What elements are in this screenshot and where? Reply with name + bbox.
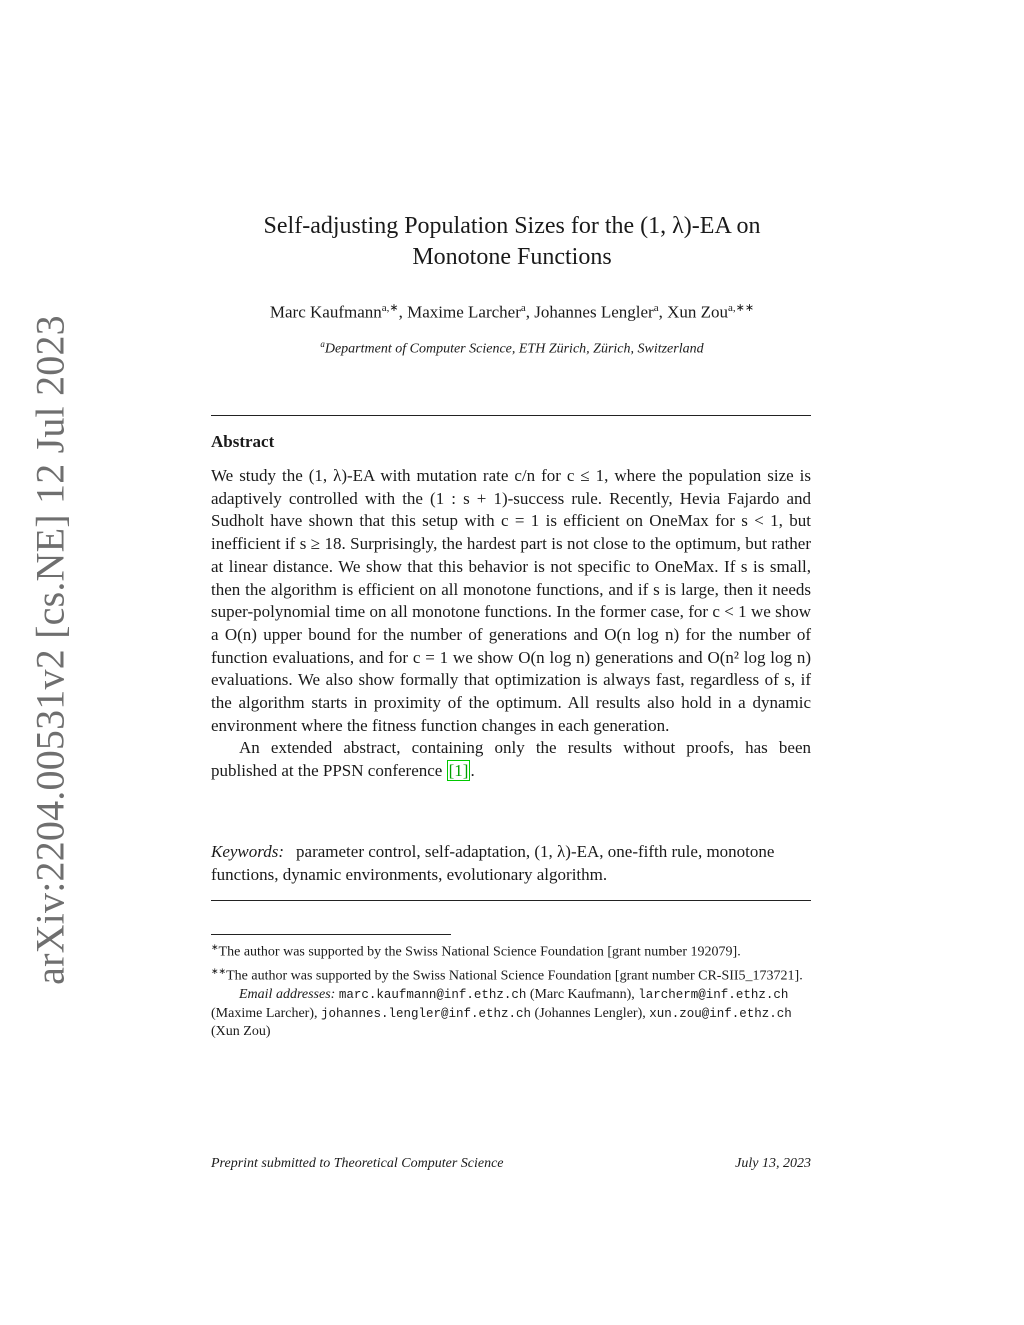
email-addresses bbox=[211, 986, 811, 1042]
author-marks: a bbox=[653, 302, 659, 314]
abstract-paragraph-2-text: An extended abstract, containing only the results without proofs, has been published at the PPSN conference bbox=[211, 738, 811, 781]
abstract-paragraph-1: We study the (1, λ)-EA with mutation rate c/n for c ≤ 1, where the population size is adaptively controlled with the (1 : s + 1)-success rule. Recently, Hevia Fajardo and Sudholt have shown that this setup with c = 1 is efficient on OneMax for s < 1, but inefficient if s ≥ 18. Surprisingly, the hardest part is not close to the optimum, but rather at linear distance. We show that this behavior is not specific to OneMax. If s is small, then the algorithm is efficient on all monotone functions, and if s is large, then it needs super-polynomial time on all monotone functions. In the former case, for c < 1 we show a O(n) upper bound for the number of generations and O(n log n) for the number of function evaluations, and for c = 1 we show O(n log n) generations and O(n² log log n) evaluations. We also show formally that optimization is always fast, regardless of s, if the algorithm starts in proximity of the optimum. All results also hold in a dynamic environment where the fitness function changes in each generation. bbox=[211, 466, 811, 735]
email-link[interactable]: larcherm@inf.ethz.ch bbox=[638, 988, 789, 1003]
footnote-rule bbox=[211, 934, 451, 935]
abstract-heading: Abstract bbox=[211, 432, 275, 451]
affiliation-mark: a bbox=[320, 339, 325, 349]
footnotes bbox=[211, 938, 811, 1042]
keywords-text: parameter control, self-adaptation, (1, λ)-EA, one-fifth rule, monotone functions, dynamic environments, evolutionary algorithm. bbox=[211, 842, 775, 884]
author-marks: a,∗ bbox=[381, 302, 399, 314]
email-link[interactable]: marc.kaufmann@inf.ethz.ch bbox=[338, 988, 527, 1003]
author-name: Johannes Lengler bbox=[534, 302, 654, 322]
footnote-1 bbox=[211, 938, 811, 962]
abstract-bottom-rule bbox=[211, 900, 811, 901]
affiliation bbox=[212, 339, 812, 358]
email-link[interactable]: xun.zou@inf.ethz.ch bbox=[649, 1006, 792, 1021]
email-owner: (Maxime Larcher), bbox=[211, 1005, 318, 1021]
author-name: Xun Zou bbox=[667, 302, 729, 322]
keywords-label: Keywords: bbox=[211, 842, 285, 861]
author-name: Marc Kaufmann bbox=[269, 302, 382, 322]
footnote-2 bbox=[211, 962, 811, 986]
email-label: Email addresses: bbox=[239, 987, 336, 1003]
email-owner: (Johannes Lengler), bbox=[534, 1005, 646, 1021]
keywords bbox=[211, 841, 811, 886]
abstract-paragraph-2-end: . bbox=[470, 761, 475, 781]
footnote-1-mark: ∗ bbox=[211, 942, 219, 952]
title-line-1: Self-adjusting Population Sizes for the (1, λ)-EA on bbox=[263, 213, 761, 239]
author-marks: a bbox=[520, 302, 526, 314]
email-owner: (Marc Kaufmann), bbox=[529, 987, 635, 1003]
author-marks: a,∗∗ bbox=[728, 302, 755, 314]
citation-link[interactable]: [1] bbox=[448, 761, 469, 781]
footer-date: July 13, 2023 bbox=[735, 1156, 811, 1171]
footnote-2-mark: ∗∗ bbox=[211, 966, 227, 977]
page-footer bbox=[211, 1156, 811, 1172]
citation-number: 1 bbox=[454, 761, 463, 781]
affiliation-text: Department of Computer Science, ETH Zürich, Zürich, Switzerland bbox=[324, 341, 704, 357]
paper-title bbox=[212, 211, 812, 273]
abstract-top-rule bbox=[211, 415, 811, 416]
email-owner: (Xun Zou) bbox=[211, 1024, 271, 1040]
author-name: Maxime Larcher bbox=[407, 302, 521, 322]
abstract-body bbox=[211, 465, 811, 783]
email-link[interactable]: johannes.lengler@inf.ethz.ch bbox=[321, 1006, 532, 1021]
footnote-2-text: The author was supported by the Swiss National Science Foundation [grant number CR-SII5_173721]. bbox=[226, 968, 803, 984]
title-line-2: Monotone Functions bbox=[412, 244, 612, 270]
footnote-1-text: The author was supported by the Swiss National Science Foundation [grant number 192079]. bbox=[218, 944, 741, 960]
arxiv-identifier: arXiv:2204.00531v2 [cs.NE] 12 Jul 2023 bbox=[27, 315, 73, 985]
footer-preprint-note: Preprint submitted to Theoretical Computer Science bbox=[211, 1156, 504, 1171]
abstract-paragraph-2 bbox=[211, 737, 811, 782]
author-list: Marc Kaufmann$^{a,∗}$, Maxime Larcher$^a$, Johannes Lengler$^a$, Xun Zou$^{a,∗∗}$ bbox=[269, 302, 755, 322]
